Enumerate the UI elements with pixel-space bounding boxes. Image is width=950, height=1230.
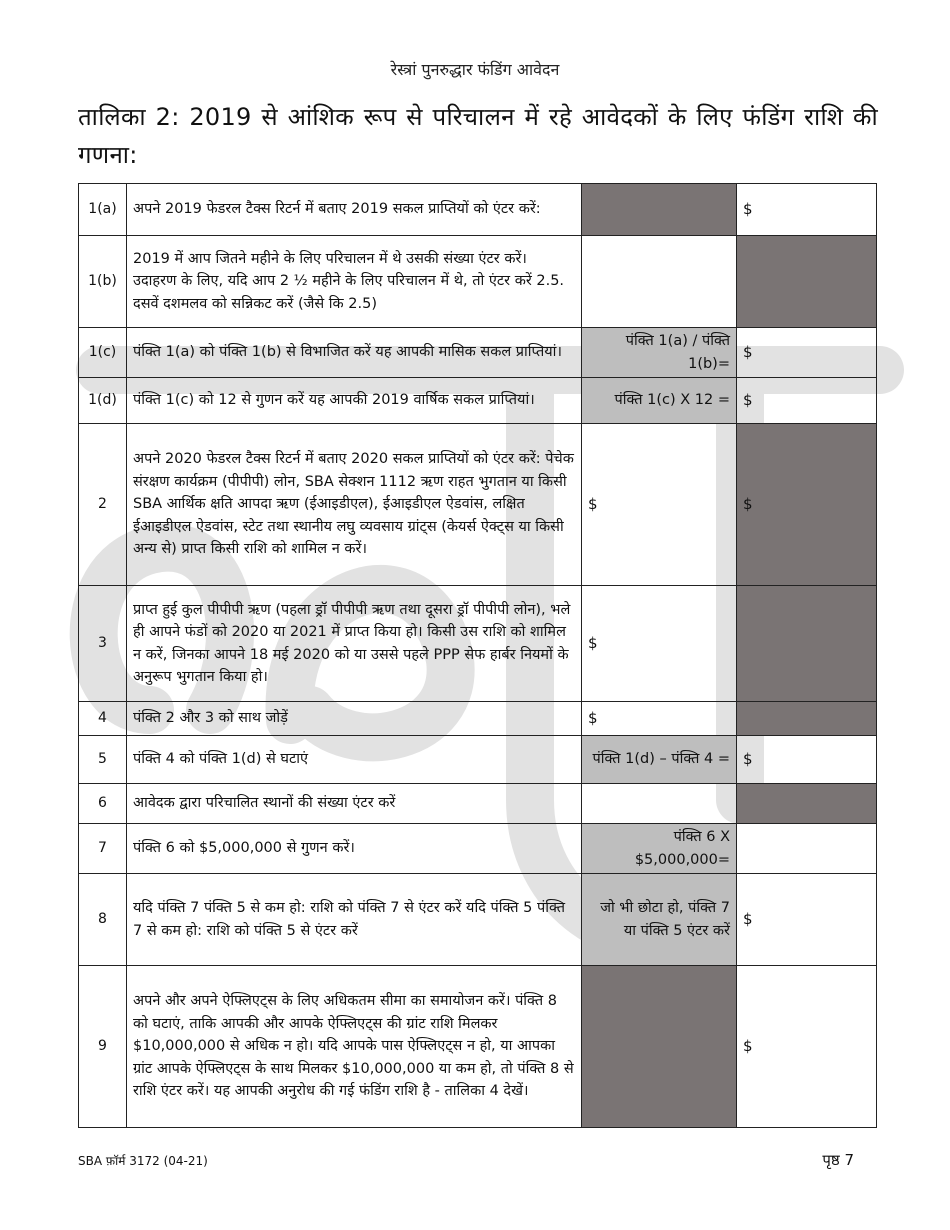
amount-entry-field[interactable]: $ <box>737 966 877 1128</box>
table-row <box>79 702 877 736</box>
row-description: अपने 2019 फेडरल टैक्स रिटर्न में बताए 2019 सकल प्राप्तियों को एंटर करें: <box>127 184 582 236</box>
funding-calculation-table <box>78 183 877 1128</box>
row-description: अपने और अपने ऐफ्लिएट्स के लिए अधिकतम सीमा का समायोजन करें। पंक्ति 8 को घटाएं, ताकि आपकी और आपके ऐफ्लिएट्स की ग्रांट राशि मिलकर $10,000,000 से अधिक न हो। यदि आपके पास ऐफ्लिएट्स न हो, या आपका ग्रांट आपके ऐफ्लिएट्स के साथ मिलकर $10,000,000 या कम हो, तो पंक्ति 8 से राशि एंटर करें। यह आपकी अनुरोध की गई फंडिंग राशि है - तालिका 4 देखें। <box>127 966 582 1128</box>
table-row <box>79 378 877 424</box>
row-description: अपने 2020 फेडरल टैक्स रिटर्न में बताए 2020 सकल प्राप्तियों को एंटर करें: पेचेक संरक्षण कार्यक्रम (पीपीपी) लोन, SBA सेक्शन 1112 ऋण राहत भुगतान या किसी SBA आर्थिक क्षति आपदा ऋण (ईआइडीएल), ईआइडीएल ऐडवांस, लक्षित ईआइडीएल ऐडवांस, स्टेट तथा स्थानीय लघु व्यवसाय ग्रांट्स (केयर्स ऐक्ट्स या किसी अन्य से) प्राप्त किसी राशि को शामिल न करें। <box>127 424 582 586</box>
calc-instruction: पंक्ति 1(d) – पंक्ति 4 = <box>582 736 737 784</box>
table-2-heading: तालिका 2: 2019 से आंशिक रूप से परिचालन में रहे आवेदकों के लिए फंडिंग राशि की गणना: <box>78 103 878 169</box>
locations-entry-field[interactable] <box>582 784 737 824</box>
calc-cell <box>737 784 877 824</box>
amount-entry-field[interactable]: $ <box>582 424 737 586</box>
calc-instruction: पंक्ति 6 X $5,000,000= <box>582 824 737 874</box>
calc-instruction: जो भी छोटा हो, पंक्ति 7 या पंक्ति 5 एंटर करें <box>582 874 737 966</box>
document-header-title: रेस्त्रां पुनरुद्धार फंडिंग आवेदन <box>390 60 560 79</box>
row-description: 2019 में आप जितने महीने के लिए परिचालन में थे उसकी संख्या एंटर करें। उदाहरण के लिए, यदि आप 2 ½ महीने के लिए परिचालन में थे, तो एंटर करें 2.5. दसवें दशमलव को सन्निकट करें (जैसे कि 2.5) <box>127 236 582 328</box>
row-number: 6 <box>79 784 127 824</box>
row-number: 1(a) <box>79 184 127 236</box>
amount-entry-field[interactable] <box>737 824 877 874</box>
row-number: 4 <box>79 702 127 736</box>
calc-instruction: पंक्ति 1(c) X 12 = <box>582 378 737 424</box>
row-number: 9 <box>79 966 127 1128</box>
calc-cell <box>582 184 737 236</box>
table-row <box>79 184 877 236</box>
table-row <box>79 784 877 824</box>
table-row <box>79 328 877 378</box>
row-number: 3 <box>79 586 127 702</box>
row-description: आवेदक द्वारा परिचालित स्थानों की संख्या एंटर करें <box>127 784 582 824</box>
amount-entry-field[interactable]: $ <box>737 184 877 236</box>
row-number: 1(c) <box>79 328 127 378</box>
amount-entry-field[interactable]: $ <box>737 328 877 378</box>
amount-entry-field[interactable]: $ <box>737 736 877 784</box>
row-number: 1(d) <box>79 378 127 424</box>
row-number: 8 <box>79 874 127 966</box>
row-number: 2 <box>79 424 127 586</box>
months-entry-field[interactable] <box>582 236 737 328</box>
amount-entry-field[interactable]: $ <box>737 874 877 966</box>
calc-cell <box>737 586 877 702</box>
row-description: पंक्ति 1(c) को 12 से गुणन करें यह आपकी 2019 वार्षिक सकल प्राप्तियां। <box>127 378 582 424</box>
amount-entry-field[interactable]: $ <box>582 702 737 736</box>
row-number: 5 <box>79 736 127 784</box>
amount-entry-field[interactable]: $ <box>582 586 737 702</box>
calc-instruction: पंक्ति 1(a) / पंक्ति 1(b)= <box>582 328 737 378</box>
table-row <box>79 874 877 966</box>
row-description: पंक्ति 2 और 3 को साथ जोड़ें <box>127 702 582 736</box>
row-description: पंक्ति 1(a) को पंक्ति 1(b) से विभाजित करें यह आपकी मासिक सकल प्राप्तियां। <box>127 328 582 378</box>
form-number: SBA फ़ॉर्म 3172 (04-21) <box>78 1154 208 1168</box>
table-row <box>79 824 877 874</box>
calc-cell <box>737 702 877 736</box>
calc-cell: $ <box>737 424 877 586</box>
calc-cell <box>582 966 737 1128</box>
row-description: प्राप्त हुई कुल पीपीपी ऋण (पहला ड्रॉ पीपीपी ऋण तथा दूसरा ड्रॉ पीपीपी लोन), भले ही आपने फंडों को 2020 या 2021 में प्राप्त किया हो। किसी उस राशि को शामिल न करें, जिनका आपने 18 मई 2020 को या उससे पहले PPP सेफ हार्बर नियमों के अनुरूप भुगतान किया हो। <box>127 586 582 702</box>
row-number: 1(b) <box>79 236 127 328</box>
row-number: 7 <box>79 824 127 874</box>
row-description: पंक्ति 4 को पंक्ति 1(d) से घटाएं <box>127 736 582 784</box>
table-row <box>79 424 877 586</box>
table-row <box>79 736 877 784</box>
table-row <box>79 966 877 1128</box>
row-description: यदि पंक्ति 7 पंक्ति 5 से कम हो: राशि को पंक्ति 7 से एंटर करें यदि पंक्ति 5 पंक्ति 7 से कम हो: राशि को पंक्ति 5 से एंटर करें <box>127 874 582 966</box>
table-row <box>79 586 877 702</box>
row-description: पंक्ति 6 को $5,000,000 से गुणन करें। <box>127 824 582 874</box>
table-row <box>79 236 877 328</box>
page-number: पृष्ठ 7 <box>822 1151 854 1169</box>
calc-cell <box>737 236 877 328</box>
amount-entry-field[interactable]: $ <box>737 378 877 424</box>
